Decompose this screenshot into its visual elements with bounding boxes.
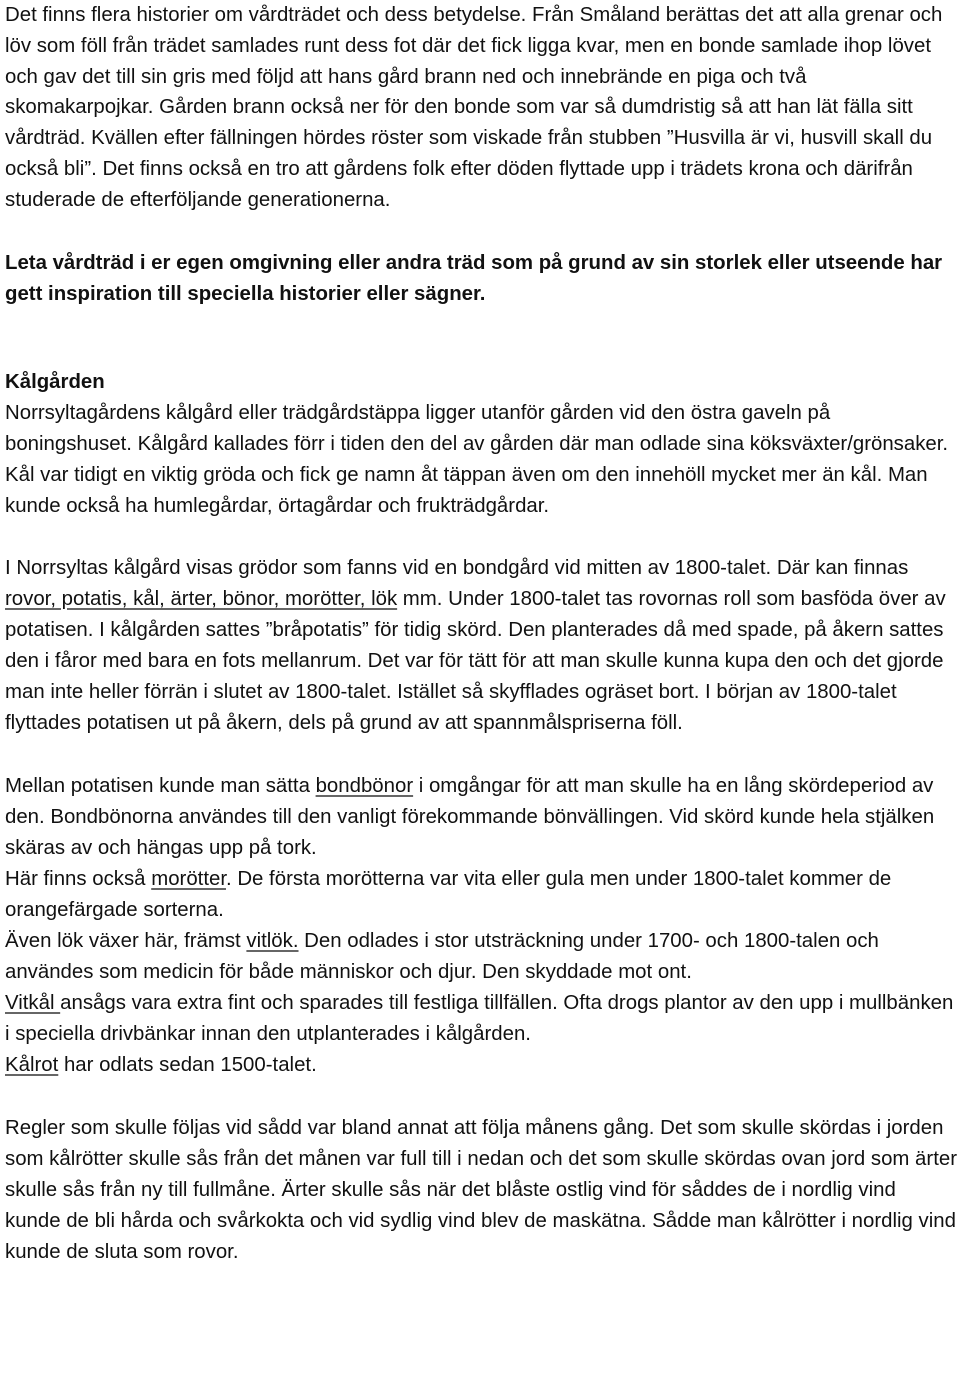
crops-link[interactable]: rovor, potatis, kål, ärter, bönor, morötter, lök xyxy=(5,587,398,610)
paragraph-text: . De första morötterna var vita eller gula men under 1800-talet kommer de orangefärgade sorterna. xyxy=(5,867,892,921)
vitkal-link[interactable]: Vitkål xyxy=(5,991,61,1014)
paragraph-text: har odlats sedan 1500-talet. xyxy=(58,1053,317,1076)
paragraph-text: Här finns också xyxy=(5,867,152,890)
section-paragraph-3 xyxy=(5,771,957,1081)
bondbonor-link[interactable]: bondbönor xyxy=(315,774,414,797)
section-paragraph-1: Norrsyltagårdens kålgård eller trädgårdstäppa ligger utanför gården vid den östra gaveln på boningshuset. Kålgård kallades förr i tiden den del av gården där man odlade sina köksväxter/grönsaker. Kål var tidigt en viktig gröda och fick ge namn åt täppan även om den innehöll mycket mer än kål. Man kunde också ha humlegårdar, örtagårdar och frukträdgårdar. xyxy=(5,401,949,517)
intro-paragraph: Det finns flera historier om vårdträdet och dess betydelse. Från Småland berättas det att alla grenar och löv som föll från trädet samlades runt dess fot där det fick ligga kvar, men en bonde samlade ihop lövet och gav det till sin gris med följd att hans gård brann ned och innebrände en piga och två skomakarpojkar. Gården brann också ner för den bonde som var så dumdristig så att han lät fälla sitt vårdträd. Kvällen efter fällningen hördes röster som viskade från stubben ”Husvilla är vi, husvill skall du också bli”. Det finns också en tro att gårdens folk efter döden flyttade upp i trädets krona och därifrån studerade de efterföljande generationerna. xyxy=(5,4,943,211)
section-paragraph-4: Regler som skulle följas vid sådd var bland annat att följa månens gång. Det som skulle skördas i jorden som kålrötter skulle sås från det månen var full till i nedan och det som skulle skördas ovan jord som ärter skulle sås från ny till fullmåne. Ärter skulle sås när det blåste ostlig vind för såddes de i nordlig vind kunde de bli hårda och svårkokta och vid sydlig vind blev de maskätna. Sådde man kålrötter i nordlig vind kunde de sluta som rovor. xyxy=(5,1116,957,1263)
vitlok-link[interactable]: vitlök. xyxy=(246,929,299,952)
paragraph-text: i omgångar för att man skulle ha en lång skördeperiod av den. Bondbönorna användes till den vanligt förekommande bönvällingen. Vid skörd kunde hela stjälken skäras av och hängas upp på tork. xyxy=(5,774,935,859)
section-heading: Kålgården xyxy=(5,370,105,393)
paragraph-text: Den odlades i stor utsträckning under 1700- och 1800-talen och användes som medicin för både människor och djur. Den skyddade mot ont. xyxy=(5,929,879,983)
task-instruction: Leta vårdträd i er egen omgivning eller andra träd som på grund av sin storlek eller utseende har gett inspiration till speciella historier eller sägner. xyxy=(5,251,943,305)
paragraph-text: ansågs vara extra fint och sparades till festliga tillfällen. Ofta drogs plantor av den upp i mullbänken i speciella drivbänkar innan den utplanterades i kålgården. xyxy=(5,991,954,1045)
kalrot-link[interactable]: Kålrot xyxy=(5,1053,59,1076)
section-paragraph-2 xyxy=(5,553,957,739)
paragraph-text: Mellan potatisen kunde man sätta xyxy=(5,774,316,797)
paragraph-text: Även lök växer här, främst xyxy=(5,929,247,952)
paragraph-text: mm. Under 1800-talet tas rovornas roll som basföda över av potatisen. I kålgården sattes ”bråpotatis” för tidig skörd. Den planterades då med spade, på åkern sattes den i fåror med bara en fots mellanrum. Det var för tätt för att man skulle kunna kupa den och det gjorde man inte heller förrän i slutet av 1800-talet. Istället så skyfflades ogräset bort. I början av 1800-talet flyttades potatisen ut på åkern, dels på grund av att spannmålspriserna föll. xyxy=(5,587,946,734)
morotter-link[interactable]: morötter xyxy=(151,867,226,890)
document-page xyxy=(5,0,957,1268)
paragraph-text: I Norrsyltas kålgård visas grödor som fanns vid en bondgård vid mitten av 1800-talet. Där kan finnas xyxy=(5,556,909,579)
